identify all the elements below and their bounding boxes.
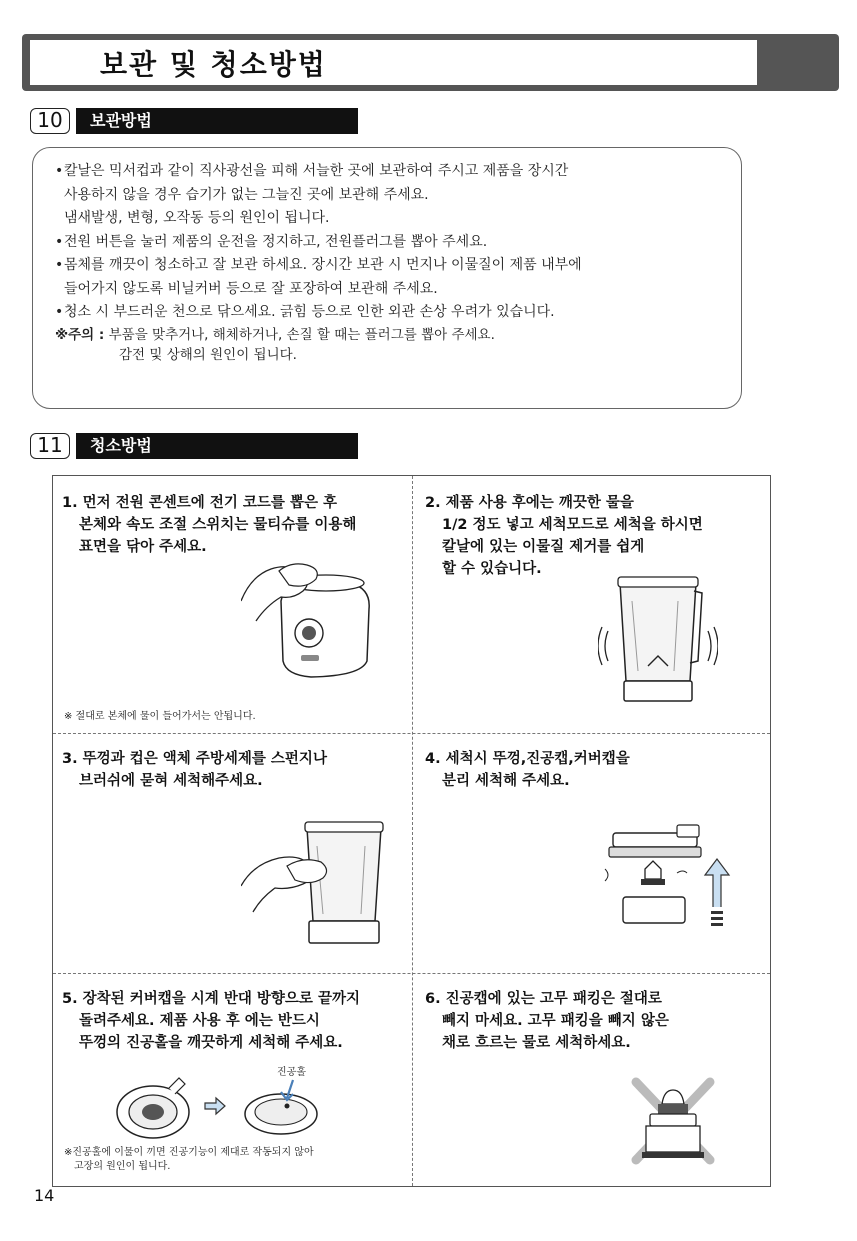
wipe-base-illustration — [241, 561, 381, 686]
storage-info-box — [32, 147, 742, 409]
step-line: 6. 진공캡에 있는 고무 패킹은 절대로 — [425, 991, 662, 1007]
section-number-11: 11 — [30, 433, 70, 459]
section-label-cleaning: 청소방법 — [76, 433, 358, 459]
bullet: • — [55, 233, 64, 250]
blender-wash-illustration — [598, 571, 718, 711]
step-2-text — [425, 492, 703, 580]
step-line: 2. 제품 사용 후에는 깨끗한 물을 — [425, 495, 634, 511]
step-3-text — [62, 748, 327, 792]
step-1-text — [62, 492, 356, 558]
step-line: 표면을 닦아 주세요. — [79, 539, 207, 555]
vacuum-cap-do-not-remove-illustration — [628, 1076, 718, 1166]
vacuum-hole-illustration — [241, 1076, 321, 1138]
step-line: 뚜껑의 진공홀을 깨끗하게 세척해 주세요. — [79, 1035, 343, 1051]
storage-line: 냄새발생, 변형, 오작동 등의 원인이 됩니다. — [64, 210, 330, 226]
section-number-10: 10 — [30, 108, 70, 134]
vacuum-hole-label: 진공홀 — [277, 1067, 306, 1078]
caution-line: 부품을 맞추거나, 해체하거나, 손질 할 때는 플러그를 뽑아 주세요. — [108, 326, 495, 343]
page-title: 보관 및 청소방법 — [100, 48, 327, 81]
note-line: 고장의 원인이 됩니다. — [74, 1161, 171, 1172]
storage-line: 칼날은 믹서컵과 같이 직사광선을 피해 서늘한 곳에 보관하여 주시고 제품을 장시간 — [64, 163, 569, 179]
step-4-text — [425, 748, 630, 792]
step-line: 본체와 속도 조절 스위치는 물티슈를 이용해 — [79, 517, 357, 533]
step-6-text — [425, 988, 669, 1054]
title-panel — [30, 40, 757, 85]
step-line: 칼날에 있는 이물질 제거를 쉽게 — [442, 539, 645, 555]
storage-line: 몸체를 깨끗이 청소하고 잘 보관 하세요. 장시간 보관 시 먼지나 이물질이 제품 내부에 — [64, 257, 582, 273]
page-number: 14 — [34, 1186, 55, 1205]
storage-line: 사용하지 않을 경우 습기가 없는 그늘진 곳에 보관해 주세요. — [64, 186, 429, 203]
step-line: 1/2 정도 넣고 세척모드로 세척을 하시면 — [442, 517, 703, 533]
caution-line: 감전 및 상해의 원인이 됩니다. — [119, 346, 297, 363]
caution-label: ※주의 : — [55, 326, 105, 343]
column-divider — [412, 476, 413, 1186]
storage-line: 들어가지 않도록 비닐커버 등으로 잘 포장하여 보관해 주세요. — [64, 280, 438, 297]
bullet: • — [55, 304, 64, 320]
step-line: 할 수 있습니다. — [442, 561, 542, 577]
bullet: • — [55, 163, 64, 179]
lid-cover-cap-illustration — [113, 1074, 193, 1142]
step-line: 분리 세척해 주세요. — [442, 773, 570, 789]
page-title-bar — [22, 34, 839, 91]
storage-text — [55, 160, 582, 365]
storage-line: 청소 시 부드러운 천으로 닦으세요. 긁힘 등으로 인한 외관 손상 우려가 있습니다. — [64, 304, 555, 320]
row-divider — [53, 733, 770, 734]
step-1-note: ※ 절대로 본체에 물이 들어가서는 안됩니다. — [64, 711, 256, 722]
step-5-text — [62, 988, 360, 1054]
disassembled-lid-illustration — [601, 821, 731, 941]
step-5-note — [64, 1146, 314, 1174]
step-line: 돌려주세요. 제품 사용 후 에는 반드시 — [79, 1013, 320, 1029]
section-label-storage: 보관방법 — [76, 108, 358, 134]
note-line: ※진공홀에 이물이 끼면 진공기능이 제대로 작동되지 않아 — [64, 1147, 314, 1158]
wash-cup-sponge-illustration — [241, 816, 391, 951]
caution-note — [55, 325, 582, 365]
step-line: 브러쉬에 묻혀 세척해주세요. — [79, 773, 263, 789]
step-line: 채로 흐르는 물로 세척하세요. — [442, 1035, 631, 1051]
cleaning-steps-grid — [52, 475, 771, 1187]
row-divider — [53, 973, 770, 974]
step-line: 3. 뚜껑과 컵은 액체 주방세제를 스펀지나 — [62, 751, 327, 767]
step-line: 빼지 마세요. 고무 패킹을 빼지 않은 — [442, 1013, 669, 1029]
storage-line: 전원 버튼을 눌러 제품의 운전을 정지하고, 전원플러그를 뽑아 주세요. — [64, 233, 488, 250]
step-line: 5. 장착된 커버캡을 시계 반대 방향으로 끝까지 — [62, 991, 361, 1007]
step-line: 1. 먼저 전원 콘센트에 전기 코드를 뽑은 후 — [62, 495, 338, 511]
arrow-right-icon — [203, 1096, 227, 1116]
bullet: • — [55, 257, 64, 273]
step-line: 4. 세척시 뚜껑,진공캡,커버캡을 — [425, 751, 630, 767]
